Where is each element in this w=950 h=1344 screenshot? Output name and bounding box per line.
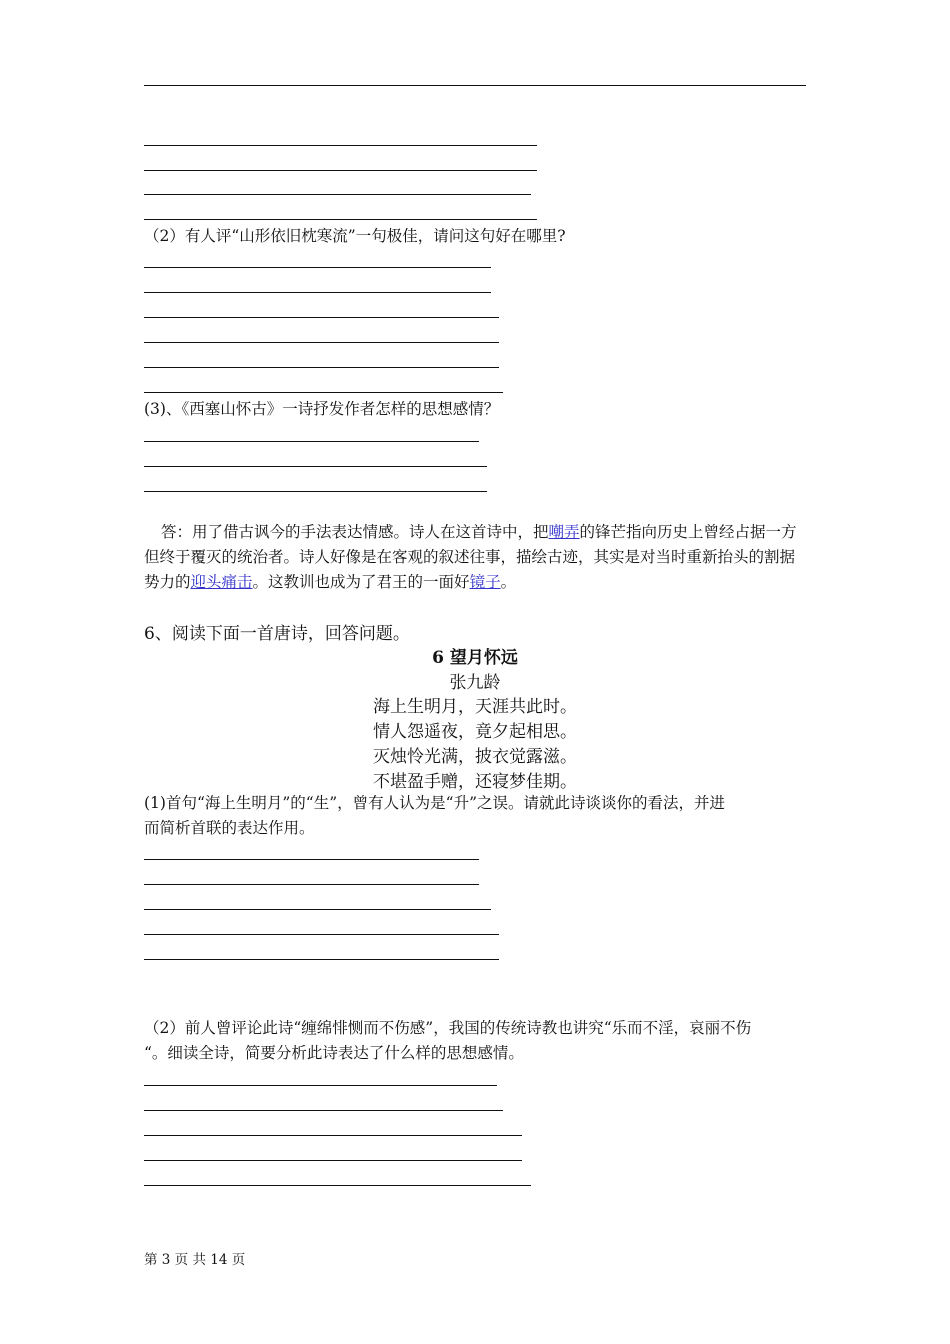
answer-line xyxy=(144,170,537,171)
section-6-question-1-cont: 而简析首联的表达作用。 xyxy=(144,819,315,837)
answer-line xyxy=(144,491,487,492)
answer-text: 。 xyxy=(500,573,517,591)
answer-line xyxy=(144,441,479,442)
poem-line: 不堪盈手赠，还寝梦佳期。 xyxy=(373,772,577,792)
section-6-question-2: （2）前人曾评论此诗“缠绵悱恻而不伤感”，我国的传统诗教也讲究“乐而不淫，哀丽不伤 xyxy=(144,1019,752,1037)
answer-line xyxy=(144,909,491,910)
answer-line xyxy=(144,317,499,318)
question-2: （2）有人评“山形依旧枕寒流”一句极佳，请问这句好在哪里? xyxy=(144,227,566,245)
answer-line xyxy=(144,1135,522,1136)
answer-paragraph xyxy=(144,520,808,595)
answer-line xyxy=(144,267,491,268)
poem-line: 灭烛怜光满，披衣觉露滋。 xyxy=(373,747,577,767)
link-chaonong[interactable]: 嘲弄 xyxy=(548,523,580,541)
answer-line xyxy=(144,194,531,195)
section-6-question-1: (1)首句“海上生明月”的“生”，曾有人认为是“升”之误。请就此诗谈谈你的看法，并进 xyxy=(144,794,726,812)
header-rule xyxy=(144,85,806,86)
answer-line xyxy=(144,219,537,220)
section-6-heading: 6、阅读下面一首唐诗，回答问题。 xyxy=(144,624,410,644)
answer-text: 。这教训也成为了君王的一面好 xyxy=(252,573,470,591)
answer-line xyxy=(144,959,499,960)
answer-line xyxy=(144,367,499,368)
poem-line: 海上生明月，天涯共此时。 xyxy=(373,697,577,717)
answer-line xyxy=(144,1185,531,1186)
answer-line xyxy=(144,1110,503,1111)
poem-line: 情人怨遥夜，竟夕起相思。 xyxy=(373,722,577,742)
poem-author: 张九龄 xyxy=(449,673,501,693)
answer-line xyxy=(144,342,499,343)
answer-line xyxy=(144,884,479,885)
answer-text: 答：用了借古讽今的手法表达情感。诗人在这首诗中，把 xyxy=(161,523,549,541)
answer-line xyxy=(144,859,479,860)
answer-line xyxy=(144,1085,497,1086)
link-jingzi[interactable]: 镜子 xyxy=(469,573,501,591)
answer-line xyxy=(144,392,503,393)
link-yingtou[interactable]: 迎头 xyxy=(190,573,222,591)
answer-line xyxy=(144,466,487,467)
page-footer: 第 3 页 共 14 页 xyxy=(144,1252,246,1268)
link-tongji[interactable]: 痛击 xyxy=(221,573,253,591)
answer-line xyxy=(144,292,491,293)
question-3: (3)、《西塞山怀古》一诗抒发作者怎样的思想感情？ xyxy=(144,400,500,418)
answer-line xyxy=(144,1160,522,1161)
section-6-question-2-cont: “。细读全诗，简要分析此诗表达了什么样的思想感情。 xyxy=(144,1044,524,1062)
answer-line xyxy=(144,934,499,935)
answer-text: 的锋芒指向历史上曾经占据一方但终于覆灭的统治者。诗人好像是在客观的叙述往事，描绘古迹，其实是对当时重新抬头的割据势力的 xyxy=(144,523,797,591)
poem-title: 6 望月怀远 xyxy=(432,648,518,668)
answer-line xyxy=(144,145,537,146)
